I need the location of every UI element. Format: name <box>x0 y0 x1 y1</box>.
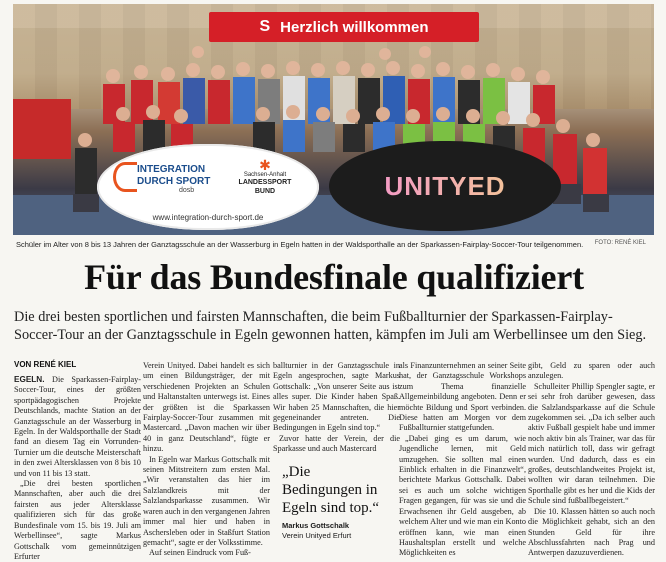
column-5-paragraph-2: Schulleiter Phillip Spengler sagte, er sei sehr froh darüber gewesen, dass die Salzlandsparkasse auf die Schule zugekommen sei. „Da ich selber auch aktiv Fußball gespielt habe und immer noch aktiv bin als Trainer, war das für mich natürlich toll, dass wir gefragt wurden. Und dadurch, dass es ein großes, deutschlandweites Projekt ist, wollten wir daran teilnehmen. Die Sporthalle gibt es her und die Kids der Schule sind fußballbegeistert.“ <box>528 381 655 506</box>
integration-durch-sport-ad-board <box>97 144 319 230</box>
photo-credit: FOTO: RENÉ KIEL <box>594 240 646 246</box>
column-2-paragraph-1: Verein Unityed. Dabei handelt es sich um einen Bildungsträger, der mit verschiedenen Projekten an Schulen und Haltanstalten unterwegs ist. Eines der größten ist die Sparkassen Fairplay-Soccer-Tour zusammen mit Mastercard. „Davon machen wir über 40 in ganz Deutschland“, fügte er hinzu. <box>143 361 270 454</box>
photo-caption <box>16 240 646 249</box>
article-column-2 <box>143 361 270 558</box>
sparkasse-logo-icon: S <box>259 18 271 35</box>
welcome-banner-text: Herzlich willkommen <box>280 18 429 36</box>
caption-text: Schüler im Alter von 8 bis 13 Jahren der Ganztagsschule an der Wasserburg in Egeln hatten in der Waldsporthalle an der Sparkassen-Fairplay-Soccer-Tour teilgenommen. <box>16 240 584 249</box>
column-3-paragraph-2: Zuvor hatte der Verein, der die Sparkasse und auch Mastercard <box>273 433 400 454</box>
article-photo <box>13 4 654 235</box>
unityed-ad-board <box>329 141 561 231</box>
article-column-1 <box>14 375 141 561</box>
column-2-paragraph-3: Auf seinen Eindruck vom Fuß- <box>149 548 251 558</box>
column-5-paragraph-1: gibt, Geld zu sparen oder auch anzulegen. <box>528 361 655 381</box>
article-author: VON RENÉ KIEL <box>14 360 77 369</box>
unityed-logo-text: UNITYED <box>384 170 506 201</box>
article-column-5 <box>528 361 655 558</box>
welcome-banner <box>209 12 479 42</box>
article-column-4 <box>399 361 526 558</box>
column-4-paragraph-1: als Finanzunternehmen an seiner Seite hat, der Ganztagsschule Workshops zum Thema finanzielle Allgemeinbildung angeboten. Denn er möchte Bildung und Sport verbinden. Diese hatten am Morgen vor dem Fußballturnier stattgefunden. <box>399 361 526 433</box>
article-column-3 <box>273 361 400 453</box>
ad-left-title: INTEGRATION DURCH SPORT dosb <box>137 164 211 194</box>
column-5-paragraph-3: Die 10. Klassen hätten so auch noch die Möglichkeit gehabt, sich an den Stunden Geld für ihre Abschlussfahrten nach Prag und Antwerpen dazuzuverdienen. <box>528 506 655 558</box>
pull-quote-author: Markus Gottschalk <box>282 521 350 530</box>
pull-quote-text: „Die Bedingungen in Egeln sind top.“ <box>282 464 380 516</box>
ad-left-url: www.integration-durch-sport.de <box>152 213 264 222</box>
dosb-swoosh-icon <box>113 162 137 192</box>
column-1-paragraph-1: EGELN. Die Sparkassen-Fairplay-Soccer-Tour, eines der größten sportpädagogischen Projekte Deutschlands, machte Station an der Ganztagsschule an der Wasserburg in Egeln. In der Waldsporthalle der Stadt fand an diesem Tag ein Vorrunden-Turnier um die deutsche Meisterschaft in den zwei Altersklassen von 8 bis 10 und von 11 bis 13 statt. <box>14 375 141 478</box>
column-3-paragraph-1: ballturnier in der Ganztagsschule in Egeln angesprochen, sagte Markus Gottschalk: „Von unserer Seite aus ist alles super. Die Kinder haben Spaß. Wir haben 25 Mannschaften, die hier gegeneinander antreten. Die Bedingungen in Egeln sind top.“ <box>273 361 400 433</box>
column-4-paragraph-2: „Dabei ging es um darum, wie Jugendliche lernen, mit Geld umzugehen. Sie sollten mal einen Einblick erhalten in die Finanzwelt“, berichtete Markus Gottschalk. Dabei sei es auch um solche wichtigen Fragen gegangen, für was sie und die Erwachsenen ihr Geld ausgeben, ab welchem Alter und wie man ein Konto eröffnen kann, wie man einen Haushaltsplan erstellt und welche Möglichkeiten es <box>399 433 526 558</box>
pull-quote <box>282 463 394 540</box>
column-1-paragraph-2: „Die drei besten sportlichen Mannschaften, aber auch die drei fairsten aus jeder Altersklasse qualifizieren sich für das große Bundesfinale vom 15. bis 19. Juli am Werbellinsee“, sagte Markus Gottschalk vom gemeinnützigen Erfurter <box>14 479 141 561</box>
column-2-paragraph-2: In Egeln war Markus Gottschalk mit seinen Mitstreitern zum ersten Mal. „Wir veranstalten das hier im Salzlandkreis mit der Salzlandsparkasse zusammen. Wir waren auch in den vergangenen Jahren immer mal hier und haben in Aschersleben oder in Staßfurt Station gemacht“, sagte er der Volksstimme. <box>143 454 270 547</box>
landessportbund-star-icon: ✱ <box>259 157 271 173</box>
pull-quote-affiliation: Verein Unityed Erfurt <box>282 530 352 540</box>
landessportbund-logo: ✱ Sachsen-Anhalt LANDESSPORT BUND <box>225 158 305 196</box>
article-lead: Die drei besten sportlichen und fairsten Mannschaften, die beim Fußballturnier der Sparkassen-Fairplay-Soccer-Tour an der Ganztagsschule in Egeln gewonnen hatten, kämpfen im Juli am Werbellinsee um den Sieg. <box>14 309 647 343</box>
dosb-label: dosb <box>179 187 195 194</box>
dateline: EGELN. <box>14 375 45 384</box>
article-headline: Für das Bundesfinale qualifiziert <box>84 257 584 297</box>
